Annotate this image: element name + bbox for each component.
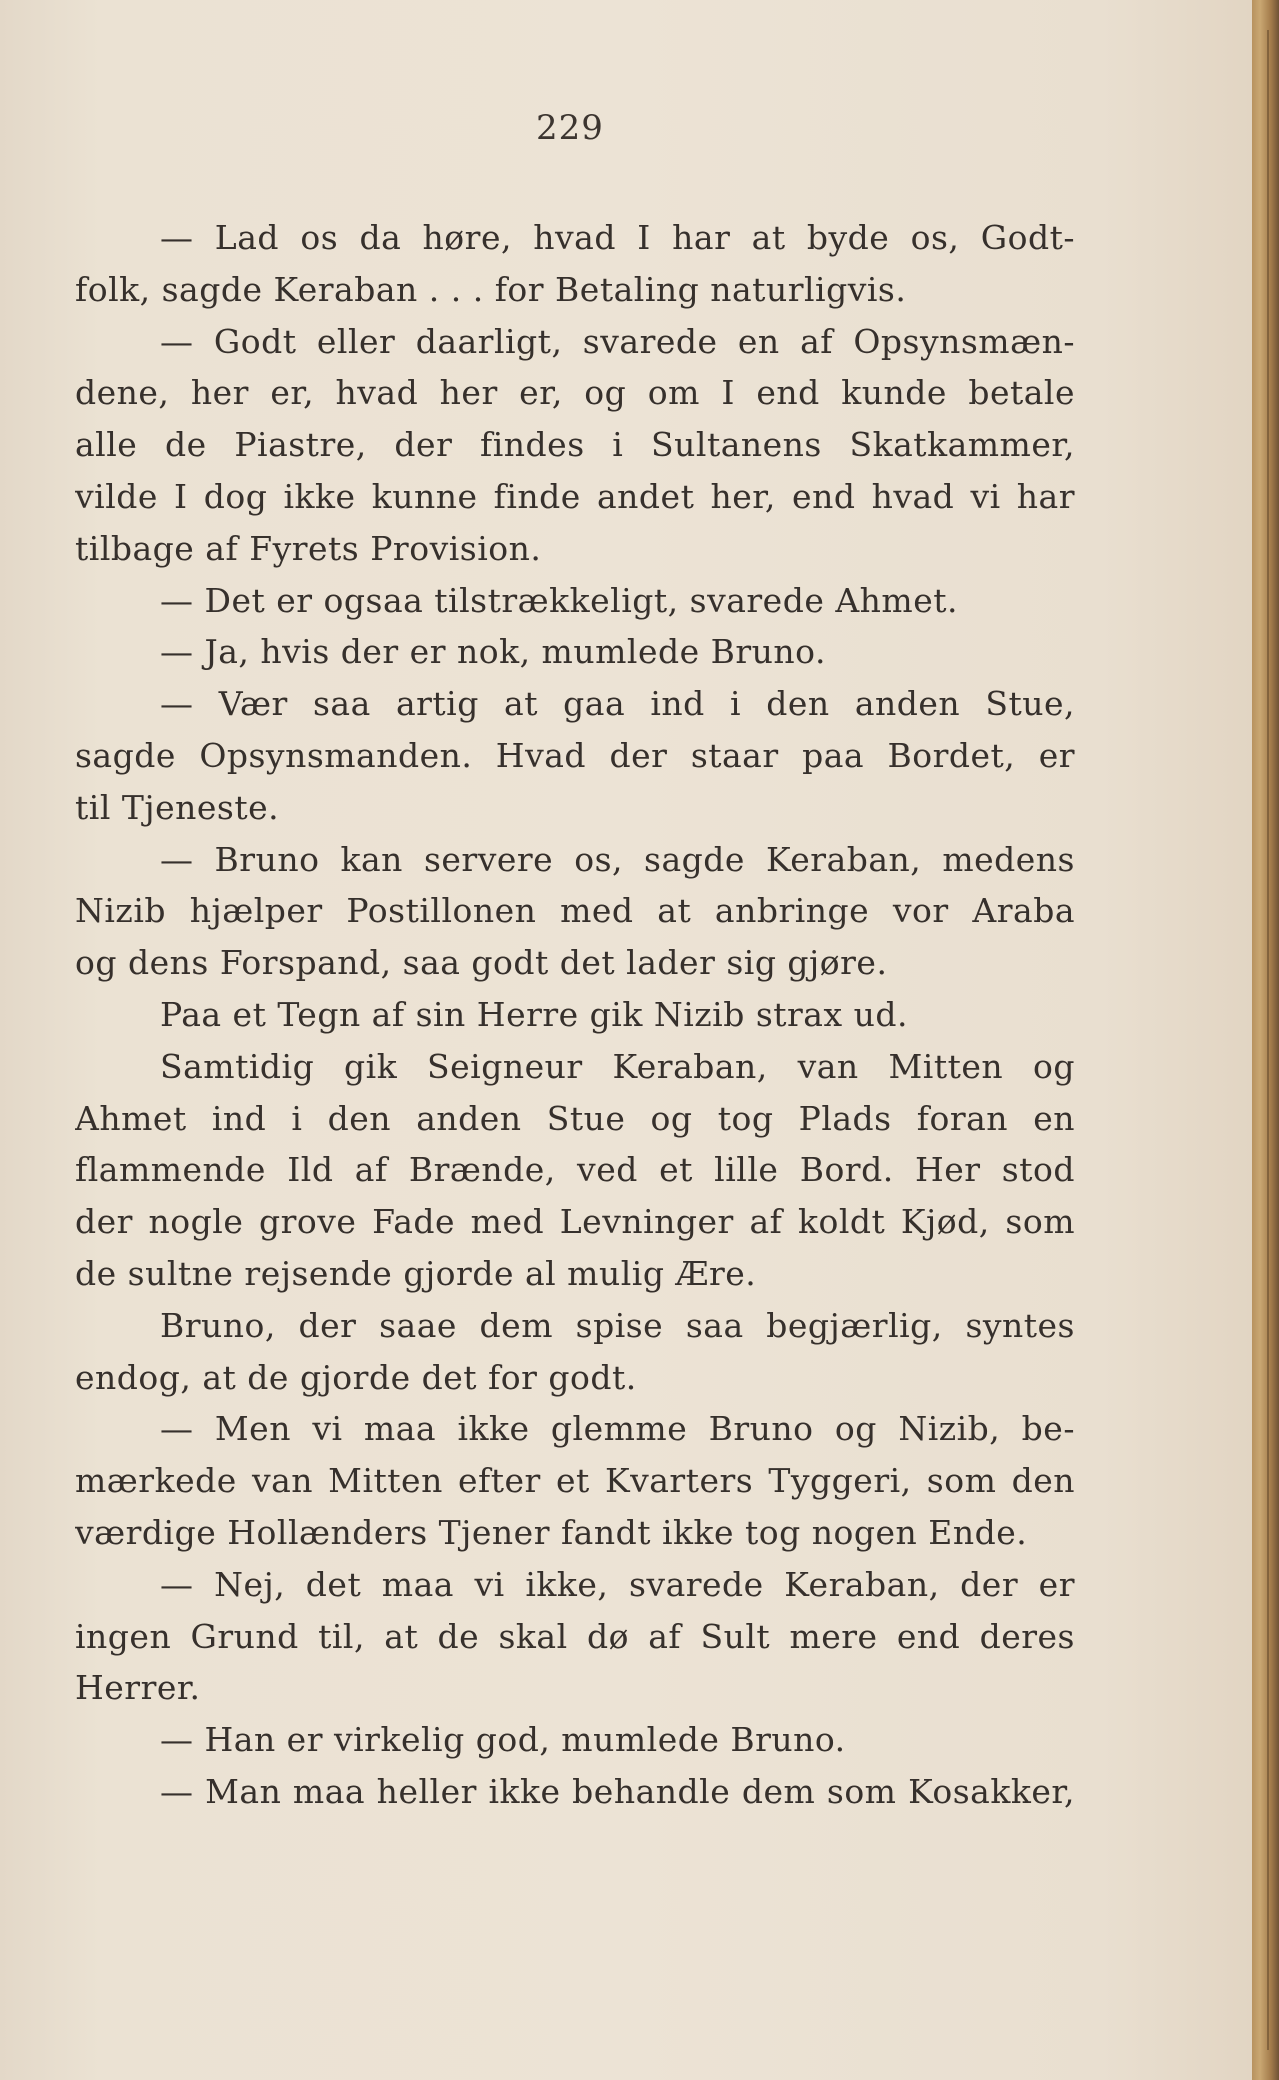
edge-shadow-line (1267, 30, 1269, 2050)
text-line: Ahmet ind i den anden Stue og tog Plads foran en (75, 1098, 1075, 1138)
text-line: mærkede van Mitten efter et Kvarters Tyggeri, som den (75, 1461, 1075, 1501)
text-line: — Han er virkelig god, mumlede Bruno. (160, 1720, 846, 1760)
text-line: — Nej, det maa vi ikke, svarede Keraban, der er (160, 1564, 1075, 1604)
book-edge (1252, 0, 1279, 2080)
text-line: — Bruno kan servere os, sagde Keraban, medens (160, 839, 1075, 879)
text-line: vilde I dog ikke kunne finde andet her, end hvad vi har (75, 476, 1075, 516)
text-line: tilbage af Fyrets Provision. (75, 528, 542, 568)
body-text (75, 212, 1075, 1818)
text-line: Herrer. (75, 1668, 201, 1708)
text-line: alle de Piastre, der findes i Sultanens Skatkammer, (75, 425, 1075, 465)
text-line: — Det er ogsaa tilstrækkeligt, svarede Ahmet. (160, 580, 958, 620)
text-line: og dens Forspand, saa godt det lader sig gjøre. (75, 943, 888, 983)
text-line: Nizib hjælper Postillonen med at anbringe vor Araba (75, 891, 1075, 931)
text-line: der nogle grove Fade med Levninger af koldt Kjød, som (75, 1202, 1075, 1242)
text-line: dene, her er, hvad her er, og om I end kunde betale (75, 373, 1075, 413)
text-line: til Tjeneste. (75, 787, 280, 827)
text-line: Samtidig gik Seigneur Keraban, van Mitten og (160, 1046, 1075, 1086)
text-line: Bruno, der saae dem spise saa begjærlig, syntes (160, 1305, 1075, 1345)
text-line: — Ja, hvis der er nok, mumlede Bruno. (160, 632, 826, 672)
text-line: — Men vi maa ikke glemme Bruno og Nizib, be- (160, 1409, 1075, 1449)
text-line: værdige Hollænders Tjener fandt ikke tog nogen Ende. (75, 1512, 1028, 1552)
text-line: ingen Grund til, at de skal dø af Sult mere end deres (75, 1616, 1075, 1656)
text-line: — Godt eller daarligt, svarede en af Opsynsmæn- (160, 321, 1075, 361)
text-line: sagde Opsynsmanden. Hvad der staar paa Bordet, er (75, 735, 1075, 775)
page-number: 229 (536, 108, 604, 148)
text-line: Paa et Tegn af sin Herre gik Nizib strax ud. (160, 994, 908, 1034)
text-line: — Vær saa artig at gaa ind i den anden Stue, (160, 684, 1075, 724)
text-line: — Lad os da høre, hvad I har at byde os, Godt- (160, 218, 1075, 257)
text-line: folk, sagde Keraban . . . for Betaling naturligvis. (75, 269, 907, 309)
text-line: — Man maa heller ikke behandle dem som Kosakker, (160, 1771, 1075, 1811)
text-line: endog, at de gjorde det for godt. (75, 1357, 637, 1397)
text-line: de sultne rejsende gjorde al mulig Ære. (75, 1253, 757, 1293)
text-line: flammende Ild af Brænde, ved et lille Bord. Her stod (75, 1150, 1075, 1190)
